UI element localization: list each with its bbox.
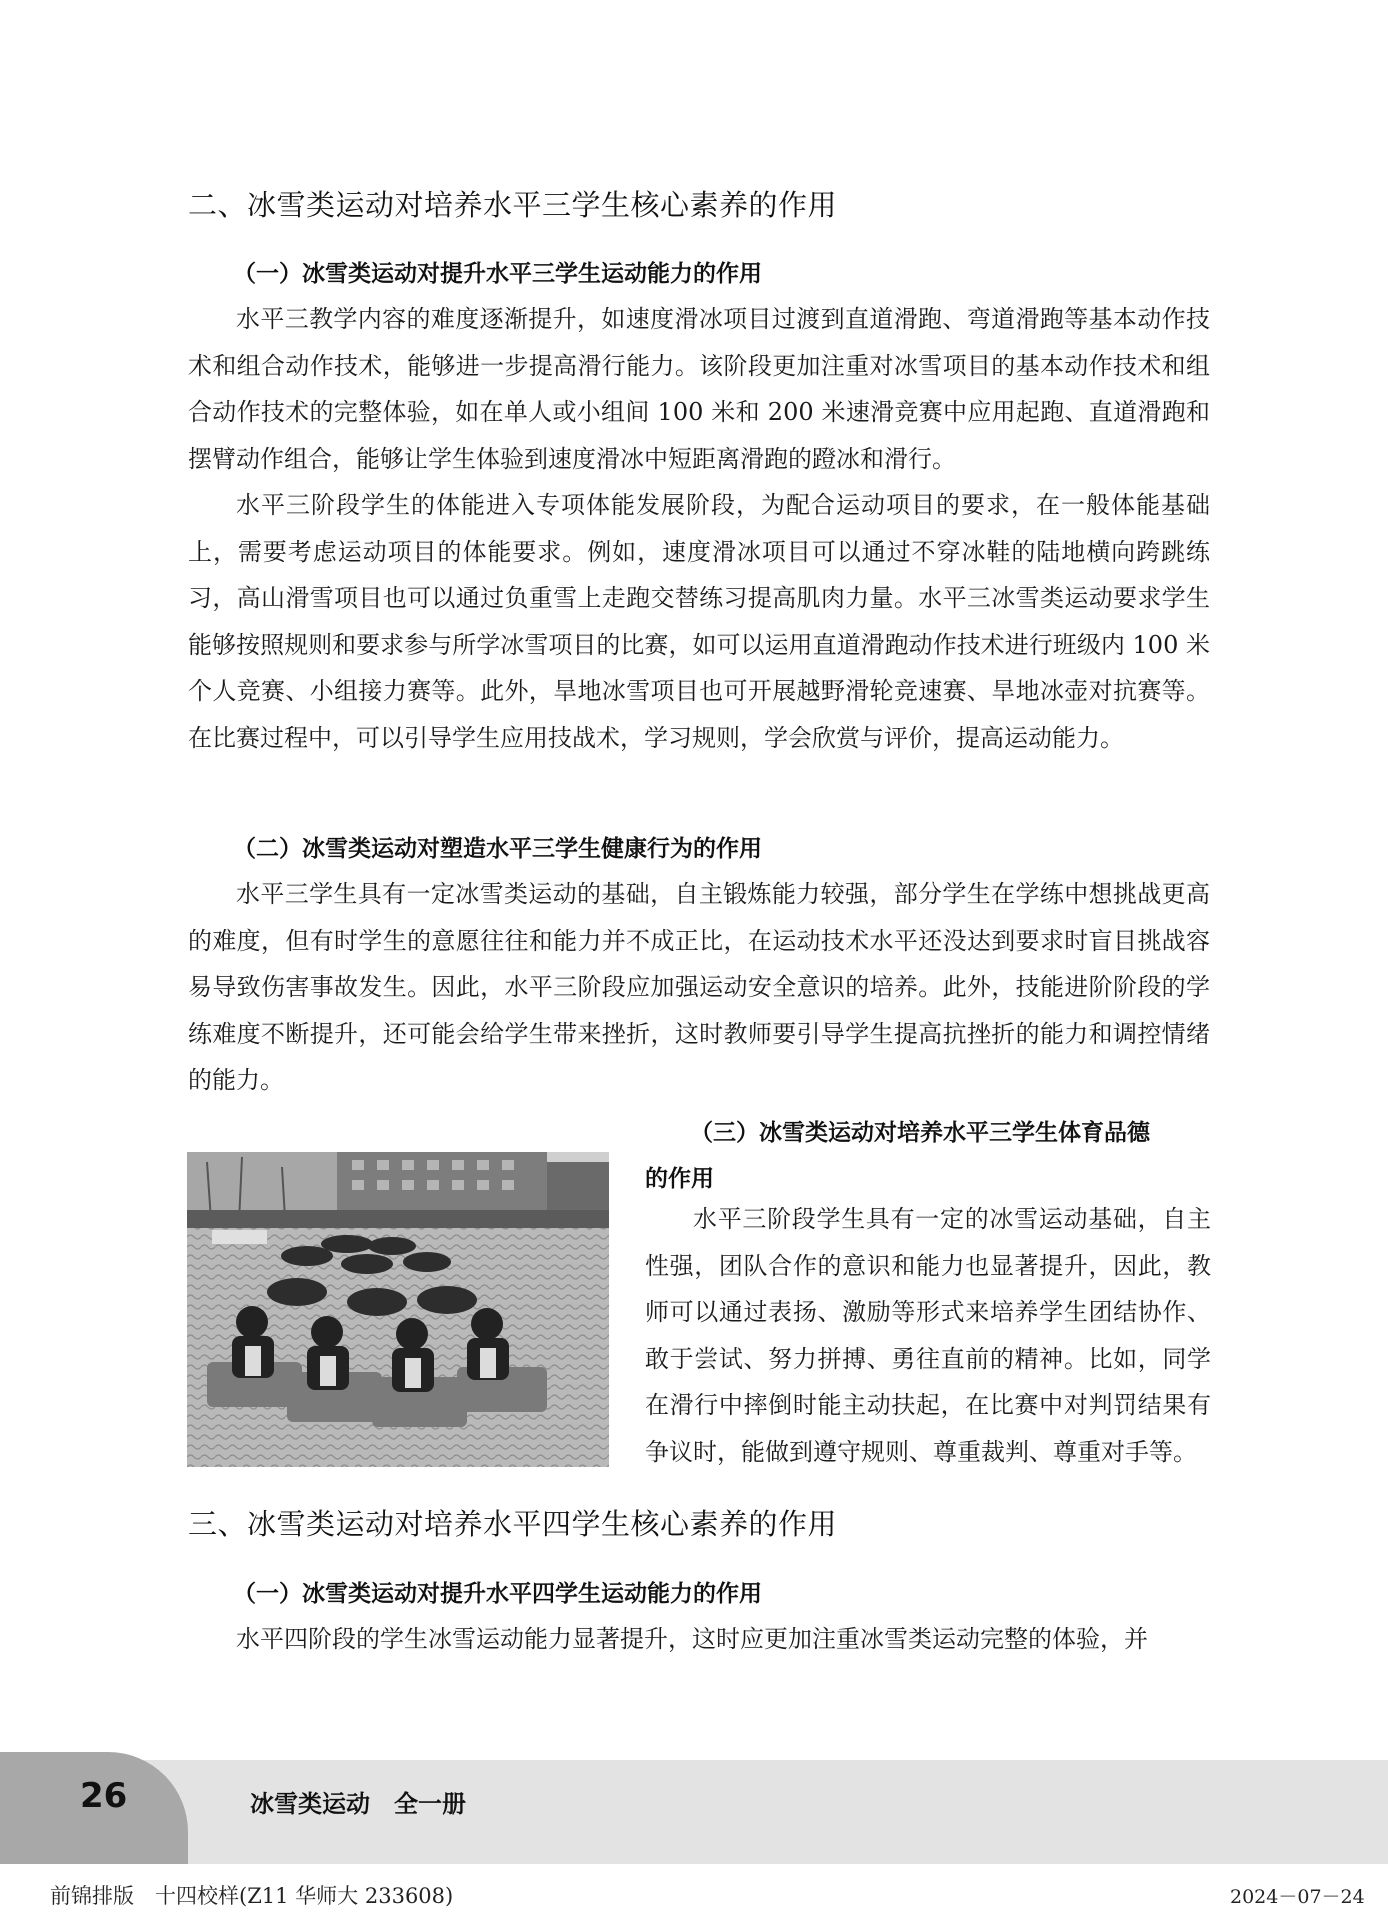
section-2-3-heading-line-1: （三）冰雪类运动对培养水平三学生体育品德 <box>690 1120 1150 1146</box>
page-number: 26 <box>80 1776 128 1816</box>
section-2-2-paragraph-1: 水平三学生具有一定冰雪类运动的基础，自主锻炼能力较强，部分学生在学练中想挑战更高的难度，但有时学生的意愿往往和能力并不成正比，在运动技术水平还没达到要求时盲目挑战容易导致伤害事故发生。因此，水平三阶段应加强运动安全意识的培养。此外，技能进阶阶段的学练难度不断提升，还可能会给学生带来挫折，这时教师要引导学生提高抗挫折的能力和调控情绪的能力。 <box>188 880 1210 1094</box>
section-3-heading: 三、冰雪类运动对培养水平四学生核心素养的作用 <box>188 1507 838 1541</box>
print-proof-info: 前锦排版 十四校样(Z11 华师大 233608) <box>50 1884 454 1908</box>
photo-illustration <box>187 1152 609 1467</box>
section-2-3-paragraph-1: 水平三阶段学生具有一定的冰雪运动基础，自主性强，团队合作的意识和能力也显著提升，因此，教师可以通过表扬、激励等形式来培养学生团结协作、敢于尝试、努力拼搏、勇往直前的精神。比如，同学在滑行中摔倒时能主动扶起，在比赛中对判罚结果有争议时，能做到遵守规则、尊重裁判、尊重对手等。 <box>645 1205 1211 1466</box>
section-2-2-heading: （二）冰雪类运动对塑造水平三学生健康行为的作用 <box>233 836 762 862</box>
ice-sled-students-photo <box>187 1152 609 1467</box>
section-2-1-heading: （一）冰雪类运动对提升水平三学生运动能力的作用 <box>233 261 762 287</box>
section-3-1-paragraph-1: 水平四阶段的学生冰雪运动能力显著提升，这时应更加注重冰雪类运动完整的体验，并 <box>236 1625 1148 1653</box>
footer-bar <box>0 1760 1388 1864</box>
section-2-1-paragraph-2: 水平三阶段学生的体能进入专项体能发展阶段，为配合运动项目的要求，在一般体能基础上，需要考虑运动项目的体能要求。例如，速度滑冰项目可以通过不穿冰鞋的陆地横向跨跳练习，高山滑雪项目也可以通过负重雪上走跑交替练习提高肌肉力量。水平三冰雪类运动要求学生能够按照规则和要求参与所学冰雪项目的比赛，如可以运用直道滑跑动作技术进行班级内 100 米个人竞赛、小组接力赛等。此外，旱地冰雪项目也可开展越野滑轮竞速赛、旱地冰壶对抗赛等。在比赛过程中，可以引导学生应用技战术，学习规则，学会欣赏与评价，提高运动能力。 <box>188 491 1210 752</box>
section-2-3-heading-line-2: 的作用 <box>645 1166 714 1192</box>
section-2-heading: 二、冰雪类运动对培养水平三学生核心素养的作用 <box>188 188 838 222</box>
print-date: 2024－07－24 <box>1230 1886 1365 1908</box>
section-3-1-heading: （一）冰雪类运动对提升水平四学生运动能力的作用 <box>233 1581 762 1607</box>
running-footer-title: 冰雪类运动 全一册 <box>250 1790 466 1818</box>
section-2-1-paragraph-1: 水平三教学内容的难度逐渐提升，如速度滑冰项目过渡到直道滑跑、弯道滑跑等基本动作技术和组合动作技术，能够进一步提高滑行能力。该阶段更加注重对冰雪项目的基本动作技术和组合动作技术的完整体验，如在单人或小组间 100 米和 200 米速滑竞赛中应用起跑、直道滑跑和摆臂动作组合，能够让学生体验到速度滑冰中短距离滑跑的蹬冰和滑行。 <box>188 305 1210 473</box>
